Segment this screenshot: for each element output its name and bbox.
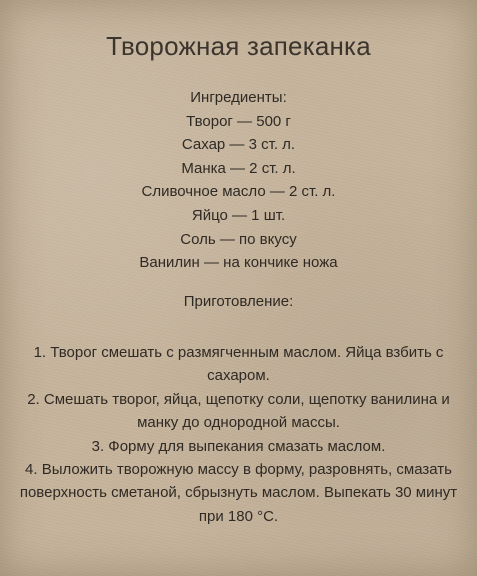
preparation-heading: Приготовление: <box>183 293 294 310</box>
ingredient-item: Ванилин — на кончике ножа <box>139 254 338 272</box>
preparation-step: 2. Смешать творог, яйца, щепотку соли, щепотку ванилина и манку до однородной массы. <box>27 390 450 432</box>
ingredient-item: Яйцо — 1 шт. <box>191 206 286 224</box>
ingredient-item: Манка — 2 ст. л. <box>181 159 296 177</box>
preparation-steps <box>18 341 459 528</box>
ingredient-item: Сливочное масло — 2 ст. л. <box>141 183 336 201</box>
preparation-step: 4. Выложить творожную массу в форму, разровнять, смазать поверхность сметаной, сбрызнуть маслом. Выпекать 30 минут при 180 °С. <box>19 461 458 525</box>
ingredients-list <box>0 86 477 275</box>
ingredient-item: Соль — по вкусу <box>180 230 297 248</box>
ingredients-heading: Ингредиенты: <box>190 89 287 106</box>
ingredient-item: Сахар — 3 ст. л. <box>181 136 296 154</box>
recipe-title: Творожная запеканка <box>106 31 371 61</box>
preparation-step: 1. Творог смешать с размягченным маслом. Яйца взбить с сахаром. <box>33 344 444 385</box>
ingredient-item: Творог — 500 г <box>186 112 291 130</box>
preparation-step: 3. Форму для выпекания смазать маслом. <box>91 437 386 455</box>
